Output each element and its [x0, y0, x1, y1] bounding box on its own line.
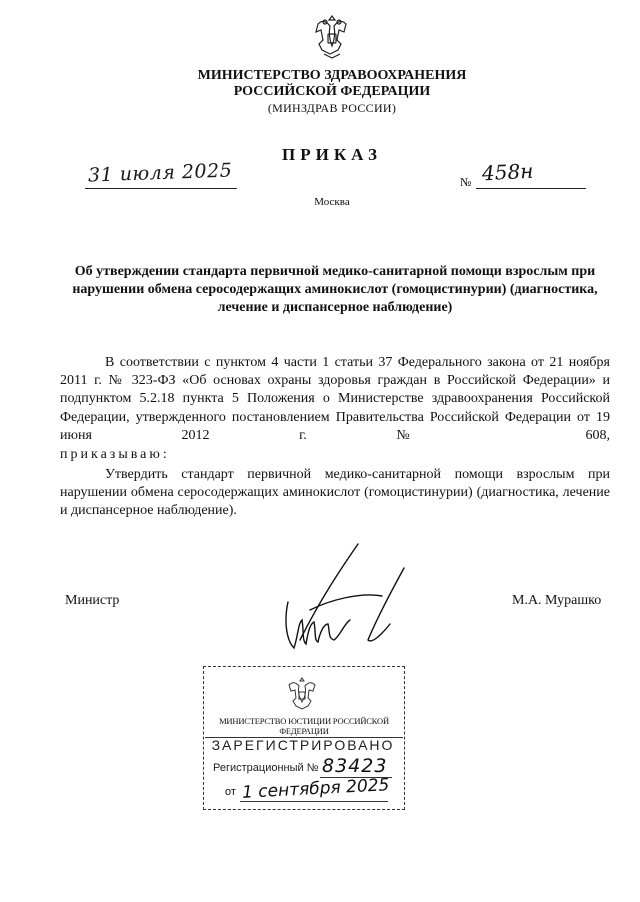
stamp-status: ЗАРЕГИСТРИРОВАНО: [211, 737, 395, 753]
number-underline: [476, 188, 586, 189]
signatory-position: Министр: [65, 593, 120, 608]
handwritten-order-number: 458н: [481, 158, 534, 186]
document-title: ПРИКАЗ: [282, 145, 382, 164]
coat-of-arms-icon: [308, 10, 356, 62]
stamp-registration-number: 83423: [322, 755, 388, 777]
stamp-registration-date: 1 сентября 2025: [241, 775, 390, 803]
ministry-short-name: (МИНЗДРАВ РОССИИ): [267, 101, 397, 115]
stamp-date-label: от: [225, 786, 236, 798]
stamp-registration-label: Регистрационный №: [213, 762, 319, 774]
date-underline: [85, 188, 237, 189]
order-heading: Об утверждении стандарта первичной медико-санитарной помощи взрослым при нарушении обмена серосодержащих аминокислот (гомоцистинурии) (диагностика, лечение и диспансерное наблюдение): [72, 264, 598, 315]
city: Москва: [314, 196, 350, 208]
body-paragraph-1: В соответствии с пунктом 4 части 1 статьи 37 Федерального закона от 21 ноября 2011 г. № 323-ФЗ «Об основах охраны здоровья граждан в Российской Федерации» и подпунктом 5.2.18 пункта 5 Положения о Министерстве здравоохранения Российской Федерации, утвержденного постановлением Правительства Российской Федерации от 19 июня 2012 г. № 608,: [60, 355, 610, 443]
body-paragraph-2: Утвердить стандарт первичной медико-санитарной помощи взрослым при нарушении обмена серосодержащих аминокислот (гомоцистинурии) (диагностика, лечение и диспансерное наблюдение).: [60, 467, 610, 519]
stamp-coat-of-arms-icon: [283, 675, 321, 713]
handwritten-signature-icon: [280, 540, 420, 655]
signatory-name: М.А. Мурашко: [512, 593, 602, 608]
number-label: №: [460, 175, 472, 189]
order-directive: приказываю:: [60, 447, 170, 462]
stamp-organization: МИНИСТЕРСТВО ЮСТИЦИИ РОССИЙСКОЙ ФЕДЕРАЦИИ: [205, 716, 403, 738]
ministry-name: МИНИСТЕРСТВО ЗДРАВООХРАНЕНИЯ РОССИЙСКОЙ ФЕДЕРАЦИИ: [197, 68, 467, 99]
stamp-date-underline: [240, 801, 388, 802]
handwritten-date: 31 июля 2025: [87, 159, 233, 187]
